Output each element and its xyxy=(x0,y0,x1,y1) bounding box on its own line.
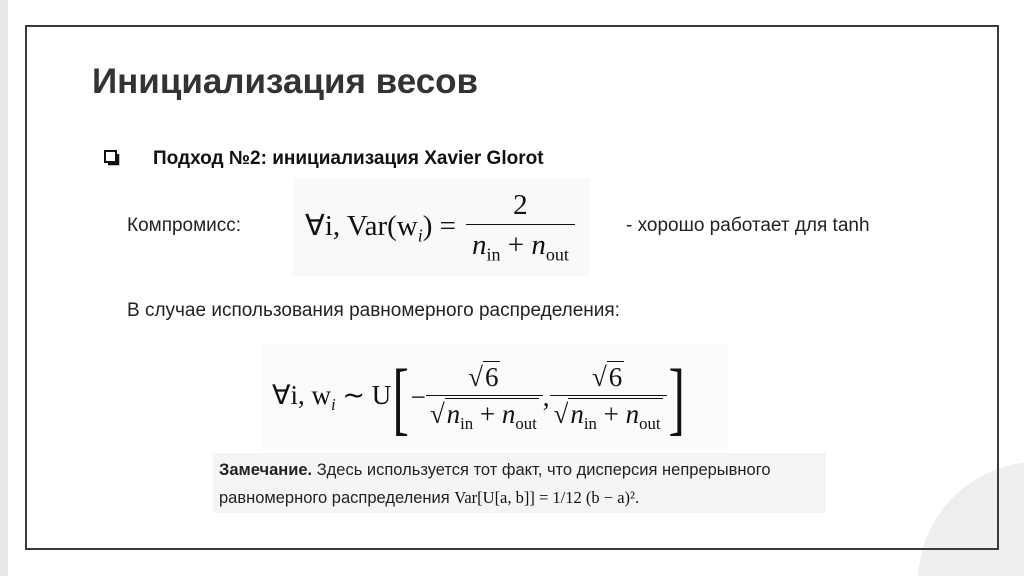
variance-formula xyxy=(293,178,590,276)
left-bracket: [ xyxy=(392,351,410,443)
tanh-note: - хорошо работает для tanh xyxy=(626,215,870,236)
right-bracket: ] xyxy=(667,351,685,443)
approach-subtitle: Подход №2: инициализация Xavier Glorot xyxy=(153,148,544,169)
minus-sign: − xyxy=(410,382,426,412)
formula1-lhs: ∀i, $Var(w_i)$ = xyxy=(305,209,456,246)
slide-title: Инициализация весов xyxy=(92,62,479,101)
formula2-lhs: ∀i, $w_i$ ∼ U xyxy=(272,380,392,414)
left-edge-strip xyxy=(0,0,8,576)
remark-box xyxy=(213,453,826,513)
remark-text-2: равномерного распределения xyxy=(219,489,455,507)
formula2-fraction-right: $\frac{√6}{√n_{in} + n_{out}}$ xyxy=(550,362,667,434)
remark-label: Замечание. xyxy=(219,461,313,479)
remark-formula: Var[U[a, b]] = 1/12 (b − a)². xyxy=(454,488,640,507)
comma: , xyxy=(542,382,550,412)
compromise-label: Компромисс: xyxy=(127,215,242,236)
uniform-formula xyxy=(262,345,727,450)
remark-text-1: Здесь используется тот факт, что дисперсия непрерывного xyxy=(312,461,771,479)
formula1-fraction: $\frac{2}{n_{in} + n_{out}}$ xyxy=(466,189,575,265)
uniform-case-text: В случае использования равномерного распределения: xyxy=(127,300,620,321)
formula2-fraction-left: $\frac{√6}{√n_{in} + n_{out}}$ xyxy=(426,362,543,434)
checkbox-bullet-icon xyxy=(104,150,120,166)
